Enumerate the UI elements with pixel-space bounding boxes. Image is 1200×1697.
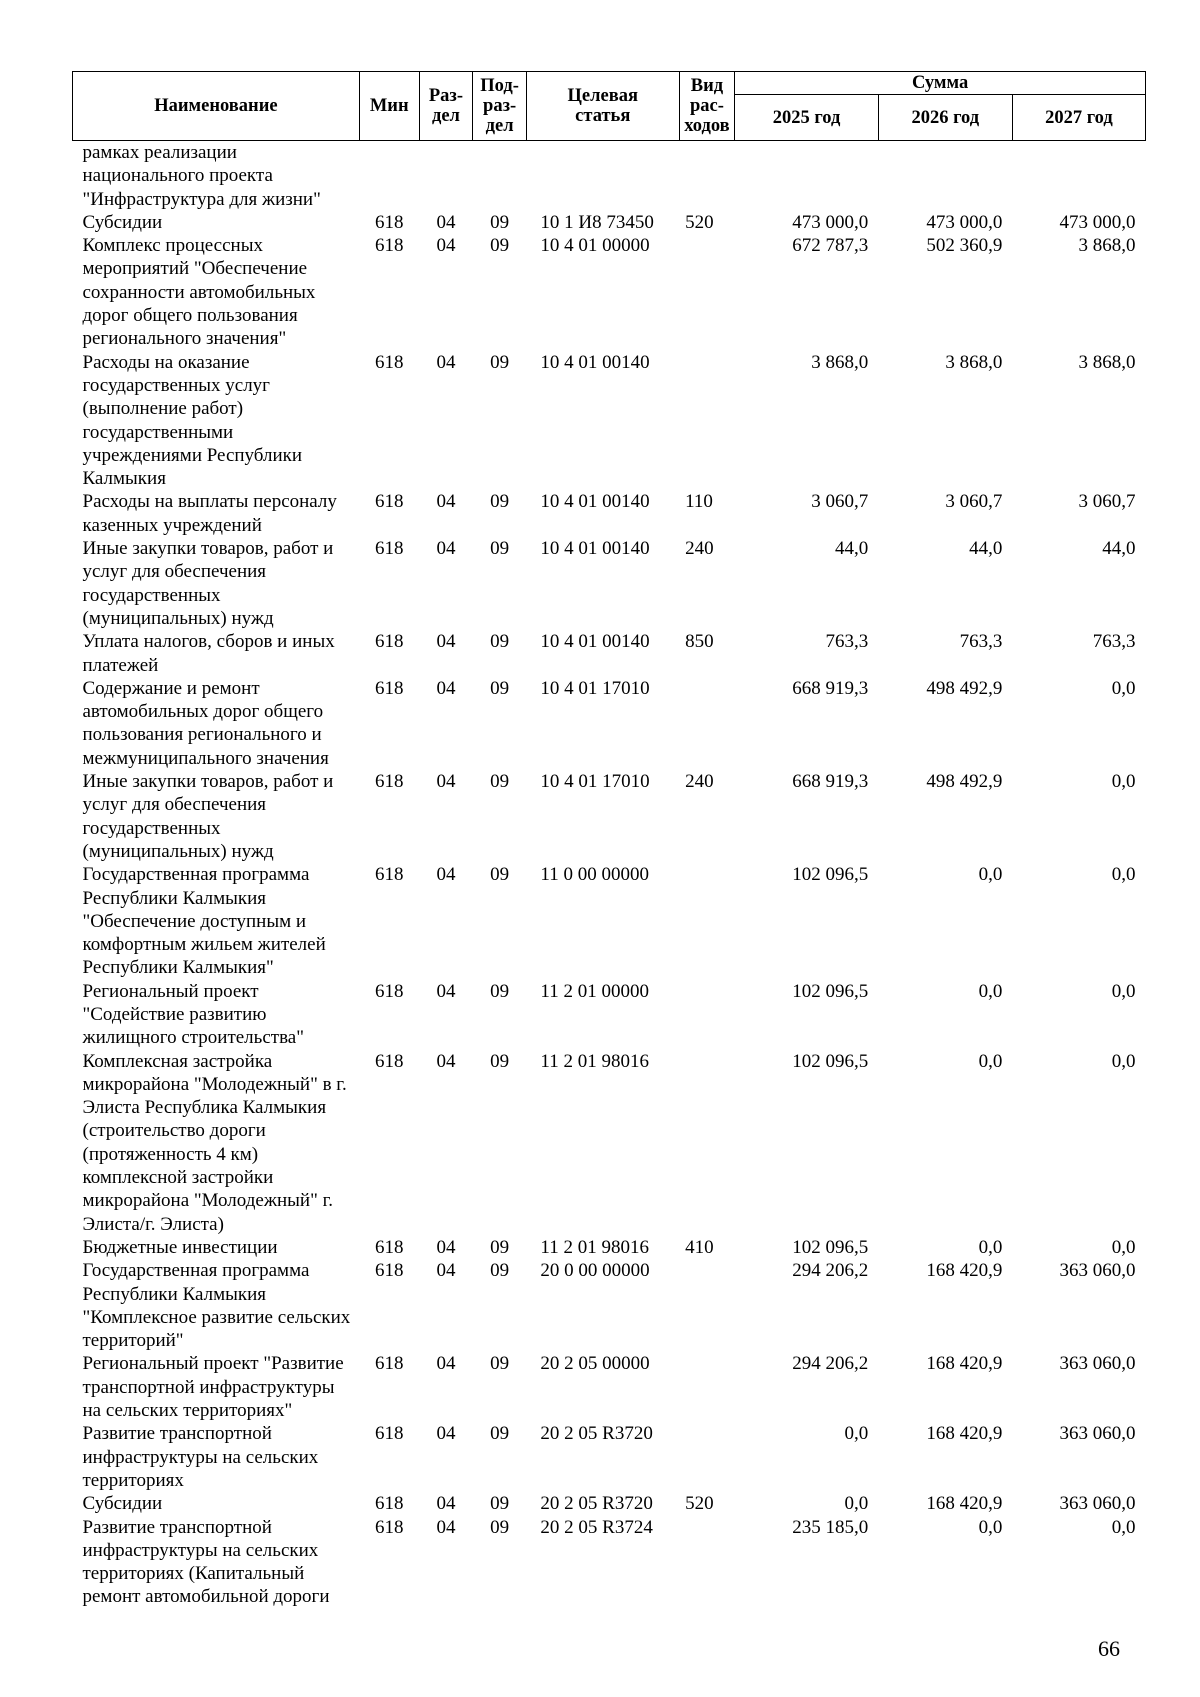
- row-target: 11 2 01 98016: [540, 1236, 649, 1258]
- row-sum-2027: 763,3: [1092, 631, 1136, 653]
- row-podrazdel: 09: [490, 1423, 510, 1445]
- row-name: Региональный проект "Содействие развитию жилищного строительства": [82, 980, 304, 1049]
- row-target: 11 2 01 00000: [540, 980, 649, 1002]
- row-vid: [679, 1259, 735, 1352]
- row-podrazdel: 09: [490, 351, 510, 373]
- row-min: 618: [374, 1423, 404, 1445]
- row-min: 618: [374, 1260, 404, 1282]
- row-target: 10 4 01 17010: [540, 677, 650, 699]
- row-razdel: 04: [436, 771, 456, 793]
- row-target: 10 4 01 17010: [540, 771, 650, 793]
- header-min: Мин: [359, 72, 419, 141]
- row-sum-2026: 44,0: [969, 538, 1003, 560]
- row-podrazdel: 09: [490, 1050, 510, 1072]
- row-min: 618: [374, 235, 404, 257]
- row-target: 10 4 01 00140: [540, 491, 650, 513]
- row-sum-2027: [1012, 141, 1145, 211]
- row-sum-2027: 44,0: [1102, 538, 1136, 560]
- row-name: Уплата налогов, сборов и иных платежей: [82, 631, 335, 676]
- row-podrazdel: 09: [490, 1516, 510, 1538]
- row-sum-2027: 0,0: [1111, 1516, 1136, 1538]
- row-sum-2027: 3 060,7: [1078, 491, 1136, 513]
- row-sum-2026: 498 492,9: [926, 677, 1003, 699]
- table-row: [73, 211, 1146, 234]
- row-name: Бюджетные инвестиции: [82, 1236, 278, 1258]
- row-sum-2027: 0,0: [1111, 1236, 1136, 1258]
- row-podrazdel: 09: [490, 771, 510, 793]
- row-vid: [679, 141, 735, 211]
- row-sum-2026: 168 420,9: [926, 1260, 1003, 1282]
- row-razdel: 04: [436, 864, 456, 886]
- row-vid: [679, 1352, 735, 1422]
- row-name: Субсидии: [82, 1493, 163, 1515]
- row-target: 20 0 00 00000: [540, 1260, 650, 1282]
- row-razdel: 04: [436, 235, 456, 257]
- row-min: 618: [374, 351, 404, 373]
- table-row: [73, 1352, 1146, 1422]
- row-sum-2027: 0,0: [1111, 771, 1136, 793]
- row-sum-2025: 668 919,3: [792, 771, 869, 793]
- row-sum-2025: 3 060,7: [811, 491, 869, 513]
- row-min: 618: [374, 771, 404, 793]
- row-name: Иные закупки товаров, работ и услуг для обеспечения государственных (муниципальных) нужд: [82, 771, 334, 862]
- row-target: 10 1 И8 73450: [540, 211, 654, 233]
- row-razdel: 04: [436, 1516, 456, 1538]
- row-min: 618: [374, 1516, 404, 1538]
- row-podrazdel: 09: [490, 631, 510, 653]
- table-row: [73, 1259, 1146, 1352]
- row-sum-2025: 3 868,0: [811, 351, 869, 373]
- row-name: Развитие транспортной инфраструктуры на сельских территориях: [82, 1423, 319, 1491]
- row-podrazdel: 09: [490, 1353, 510, 1375]
- row-target: 10 4 01 00140: [540, 538, 650, 560]
- row-podrazdel: 09: [490, 864, 510, 886]
- row-sum-2026: 0,0: [978, 980, 1003, 1002]
- row-name: Расходы на выплаты персоналу казенных учреждений: [82, 491, 337, 536]
- row-min: 618: [374, 538, 404, 560]
- row-vid: [679, 1050, 735, 1236]
- row-sum-2027: 0,0: [1111, 677, 1136, 699]
- row-podrazdel: 09: [490, 211, 510, 233]
- row-name: Региональный проект "Развитие транспортной инфраструктуры на сельских территориях": [82, 1353, 344, 1422]
- row-razdel: 04: [436, 980, 456, 1002]
- table-row: [73, 863, 1146, 979]
- header-podrazdel: Под- раз- дел: [473, 72, 527, 141]
- row-sum-2025: 102 096,5: [792, 980, 869, 1002]
- row-min: 618: [374, 631, 404, 653]
- row-vid: [679, 351, 735, 491]
- row-sum-2026: 763,3: [959, 631, 1003, 653]
- row-vid: 240: [685, 538, 714, 560]
- row-min: 618: [374, 491, 404, 513]
- row-vid: 850: [685, 631, 714, 653]
- header-vid: Вид рас- ходов: [679, 72, 735, 141]
- row-name: Расходы на оказание государственных услуг (выполнение работ) государственными учреждениями Республики Калмыкия: [82, 351, 303, 490]
- row-target: 20 2 05 R3724: [540, 1516, 653, 1538]
- row-target: 11 2 01 98016: [540, 1050, 649, 1072]
- table-row: [73, 1050, 1146, 1236]
- header-2027: 2027 год: [1012, 95, 1145, 141]
- row-sum-2026: 0,0: [978, 864, 1003, 886]
- row-podrazdel: 09: [490, 677, 510, 699]
- row-vid: [679, 1516, 735, 1609]
- row-sum-2025: 102 096,5: [792, 1050, 869, 1072]
- table-row: [73, 1516, 1146, 1609]
- row-razdel: 04: [436, 351, 456, 373]
- row-razdel: 04: [436, 1236, 456, 1258]
- row-sum-2027: 363 060,0: [1059, 1353, 1136, 1375]
- row-podrazdel: 09: [490, 1236, 510, 1258]
- row-sum-2025: 44,0: [834, 538, 869, 560]
- row-sum-2025: [735, 141, 878, 211]
- row-min: 618: [374, 980, 404, 1002]
- table-row: [73, 630, 1146, 677]
- row-podrazdel: 09: [490, 235, 510, 257]
- row-target: 20 2 05 R3720: [540, 1423, 653, 1445]
- row-name: Развитие транспортной инфраструктуры на сельских территориях (Капитальный ремонт автомобильной дороги: [82, 1516, 330, 1608]
- row-min: 618: [374, 1236, 404, 1258]
- row-sum-2027: 363 060,0: [1059, 1423, 1136, 1445]
- header-name: Наименование: [73, 72, 360, 141]
- row-name: Государственная программа Республики Калмыкия "Комплексное развитие сельских территорий": [82, 1260, 351, 1352]
- row-name: Иные закупки товаров, работ и услуг для обеспечения государственных (муниципальных) нужд: [82, 538, 334, 629]
- row-vid: 520: [685, 1493, 714, 1515]
- row-sum-2026: 498 492,9: [926, 771, 1003, 793]
- row-sum-2027: 0,0: [1111, 1050, 1136, 1072]
- row-sum-2025: 0,0: [844, 1493, 869, 1515]
- table-row: [73, 141, 1146, 211]
- table-body: [73, 141, 1146, 1609]
- row-name: Содержание и ремонт автомобильных дорог общего пользования регионального и межмуниципального значения: [82, 677, 329, 769]
- row-razdel: 04: [436, 1493, 456, 1515]
- row-razdel: [419, 141, 473, 211]
- row-sum-2026: [878, 141, 1012, 211]
- table-header: [73, 72, 1146, 141]
- row-podrazdel: 09: [490, 491, 510, 513]
- row-sum-2025: 0,0: [844, 1423, 869, 1445]
- row-razdel: 04: [436, 631, 456, 653]
- row-sum-2025: 102 096,5: [792, 1236, 869, 1258]
- row-sum-2025: 473 000,0: [792, 211, 869, 233]
- row-name: Комплекс процессных мероприятий "Обеспечение сохранности автомобильных дорог общего пользования регионального значения": [82, 235, 316, 350]
- row-target: 10 4 01 00140: [540, 351, 650, 373]
- row-min: 618: [374, 1353, 404, 1375]
- row-sum-2025: 235 185,0: [792, 1516, 869, 1538]
- table-row: [73, 234, 1146, 350]
- row-vid: 240: [685, 771, 714, 793]
- row-podrazdel: 09: [490, 1260, 510, 1282]
- table-row: [73, 537, 1146, 630]
- row-sum-2026: 473 000,0: [926, 211, 1003, 233]
- table-row: [73, 1492, 1146, 1515]
- row-podrazdel: 09: [490, 538, 510, 560]
- row-name: Комплексная застройка микрорайона "Молодежный" в г. Элиста Республика Калмыкия (строительство дороги (протяженность 4 км) комплексной застройки микрорайона "Молодежный" г. Элиста/г. Элиста): [82, 1050, 347, 1235]
- header-2026: 2026 год: [878, 95, 1012, 141]
- row-sum-2026: 0,0: [978, 1050, 1003, 1072]
- row-min: 618: [374, 677, 404, 699]
- row-target: 10 4 01 00140: [540, 631, 650, 653]
- row-min: 618: [374, 211, 404, 233]
- row-razdel: 04: [436, 538, 456, 560]
- row-min: 618: [374, 1493, 404, 1515]
- row-podrazdel: 09: [490, 980, 510, 1002]
- row-min: 618: [374, 864, 404, 886]
- row-sum-2027: 3 868,0: [1078, 235, 1136, 257]
- table-row: [73, 677, 1146, 770]
- row-sum-2027: 363 060,0: [1059, 1493, 1136, 1515]
- row-vid: [679, 234, 735, 350]
- row-vid: [679, 1422, 735, 1492]
- row-vid: 520: [685, 211, 714, 233]
- row-sum-2027: 473 000,0: [1059, 211, 1136, 233]
- row-vid: [679, 863, 735, 979]
- row-razdel: 04: [436, 1050, 456, 1072]
- table-row: [73, 351, 1146, 491]
- row-razdel: 04: [436, 211, 456, 233]
- row-min: 618: [374, 1050, 404, 1072]
- row-sum-2025: 672 787,3: [792, 235, 869, 257]
- row-razdel: 04: [436, 491, 456, 513]
- row-sum-2027: 0,0: [1111, 864, 1136, 886]
- table-row: [73, 490, 1146, 537]
- header-2025: 2025 год: [735, 95, 878, 141]
- header-summa: Сумма: [735, 72, 1146, 95]
- row-sum-2025: 102 096,5: [792, 864, 869, 886]
- row-sum-2025: 668 919,3: [792, 677, 869, 699]
- row-sum-2026: 168 420,9: [926, 1423, 1003, 1445]
- row-sum-2026: 168 420,9: [926, 1493, 1003, 1515]
- row-vid: 110: [685, 491, 713, 513]
- table-row: [73, 770, 1146, 863]
- table-row: [73, 980, 1146, 1050]
- row-target: 10 4 01 00000: [540, 235, 650, 257]
- budget-table: [72, 71, 1146, 1609]
- row-sum-2025: 294 206,2: [792, 1260, 869, 1282]
- row-sum-2025: 763,3: [825, 631, 869, 653]
- row-razdel: 04: [436, 1353, 456, 1375]
- row-name: рамках реализации национального проекта "Инфраструктура для жизни": [82, 142, 321, 210]
- row-sum-2027: 363 060,0: [1059, 1260, 1136, 1282]
- row-target: 20 2 05 00000: [540, 1353, 650, 1375]
- row-sum-2026: 502 360,9: [926, 235, 1003, 257]
- row-target: [526, 141, 679, 211]
- page-number: 66: [1098, 1636, 1120, 1661]
- header-razdel: Раз- дел: [419, 72, 473, 141]
- row-name: Субсидии: [82, 211, 163, 233]
- row-vid: [679, 677, 735, 770]
- row-target: 20 2 05 R3720: [540, 1493, 653, 1515]
- row-min: [359, 141, 419, 211]
- table-row: [73, 1422, 1146, 1492]
- row-sum-2026: 0,0: [978, 1236, 1003, 1258]
- row-sum-2026: 3 868,0: [945, 351, 1003, 373]
- row-target: 11 0 00 00000: [540, 864, 649, 886]
- row-sum-2026: 0,0: [978, 1516, 1003, 1538]
- row-razdel: 04: [436, 1423, 456, 1445]
- table-row: [73, 1236, 1146, 1259]
- row-razdel: 04: [436, 677, 456, 699]
- row-sum-2026: 168 420,9: [926, 1353, 1003, 1375]
- row-vid: 410: [685, 1236, 714, 1258]
- row-vid: [679, 980, 735, 1050]
- header-target: Целевая статья: [526, 72, 679, 141]
- row-razdel: 04: [436, 1260, 456, 1282]
- row-sum-2027: 3 868,0: [1078, 351, 1136, 373]
- row-podrazdel: 09: [490, 1493, 510, 1515]
- row-sum-2026: 3 060,7: [945, 491, 1003, 513]
- row-podrazdel: [473, 141, 527, 211]
- row-sum-2027: 0,0: [1111, 980, 1136, 1002]
- row-name: Государственная программа Республики Калмыкия "Обеспечение доступным и комфортным жильем жителей Республики Калмыкия": [82, 864, 326, 979]
- row-sum-2025: 294 206,2: [792, 1353, 869, 1375]
